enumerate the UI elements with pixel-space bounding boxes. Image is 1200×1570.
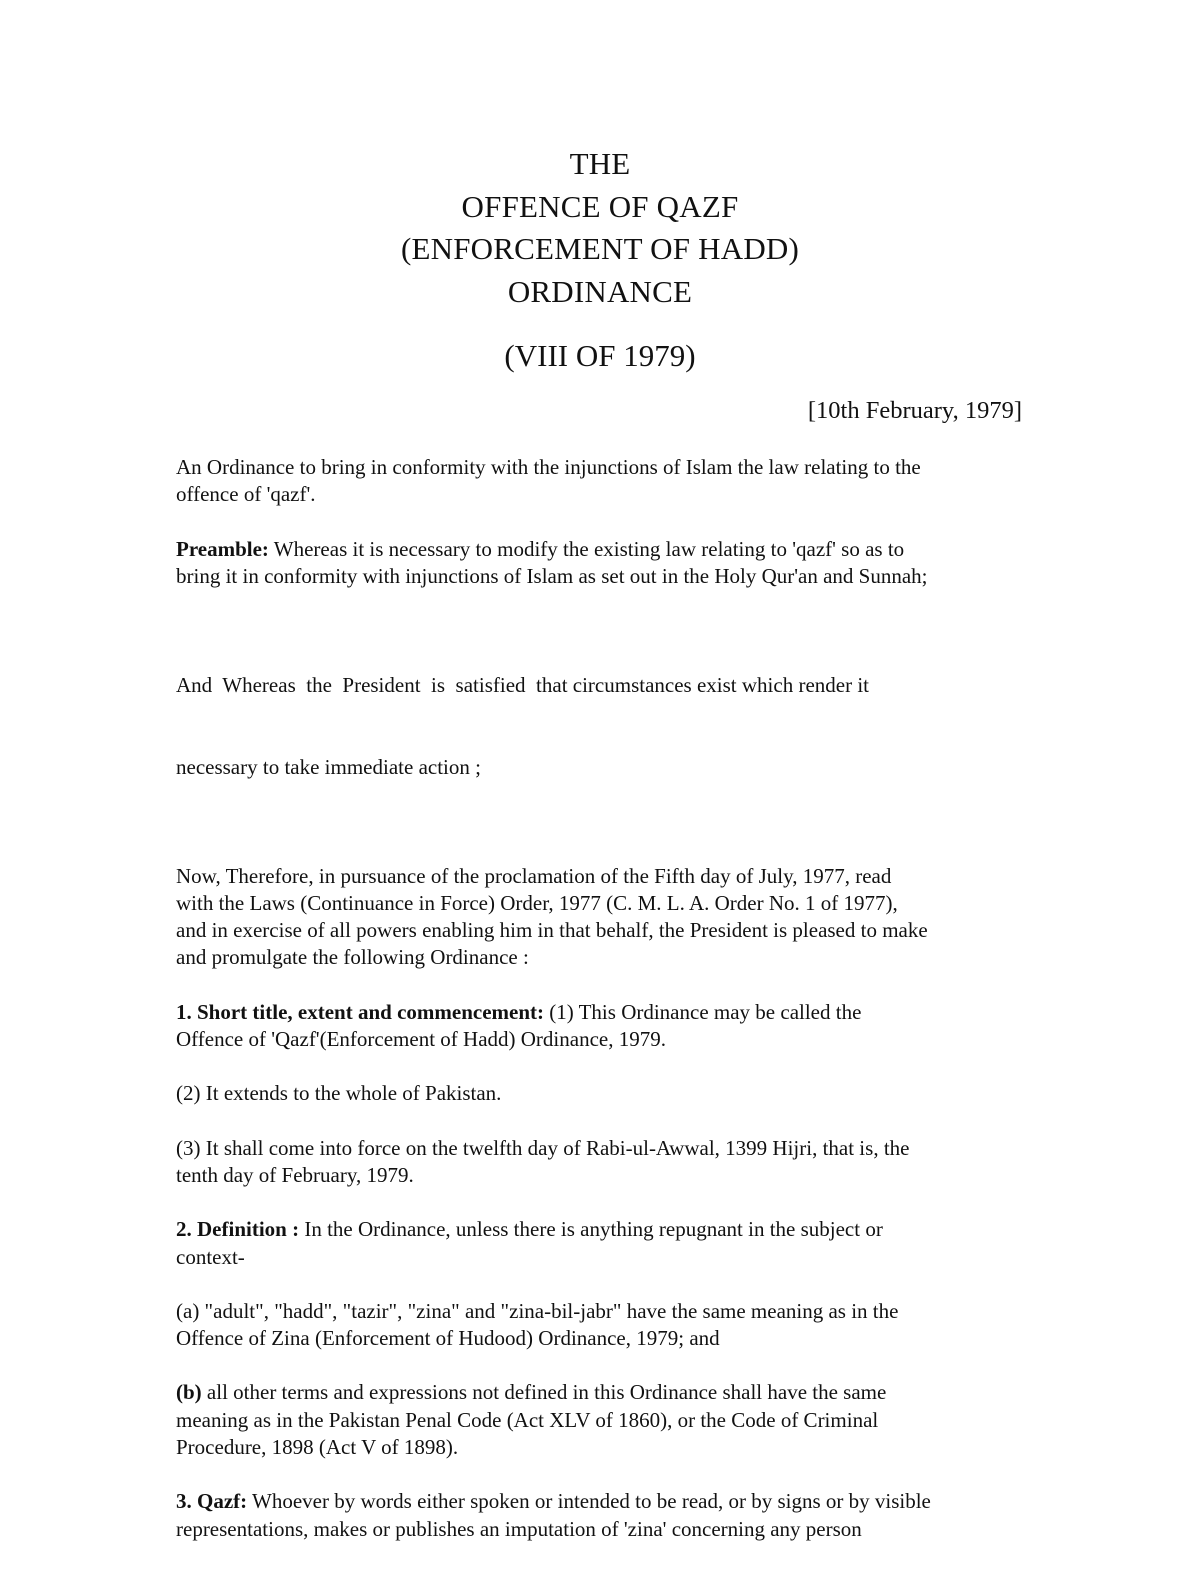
section-2-heading: 2. Definition : bbox=[176, 1217, 300, 1242]
section-2-line-2: context- bbox=[176, 1244, 245, 1269]
title-block bbox=[0, 143, 1200, 313]
section-2-paragraph bbox=[176, 1216, 1032, 1271]
section-1-paragraph bbox=[176, 999, 1032, 1054]
therefore-line-4: and promulgate the following Ordinance : bbox=[176, 945, 529, 970]
clause-b-line-1-text: all other terms and expressions not defined in this Ordinance shall have the same bbox=[201, 1380, 887, 1405]
section-1-sub-3-line-2: tenth day of February, 1979. bbox=[176, 1162, 414, 1187]
whereas-line-2: necessary to take immediate action ; bbox=[176, 754, 481, 779]
intro-paragraph bbox=[176, 454, 1032, 509]
section-1-sub-2 bbox=[176, 1080, 1032, 1107]
clause-b-line-1 bbox=[176, 1379, 1032, 1406]
preamble-heading: Preamble: bbox=[176, 536, 269, 561]
preamble-line-1-text: Whereas it is necessary to modify the existing law relating to 'qazf' so as to bbox=[268, 536, 905, 561]
clause-b-line-3: Procedure, 1898 (Act V of 1898). bbox=[176, 1435, 459, 1460]
title-line-1: THE bbox=[569, 146, 631, 181]
title-line-2: OFFENCE OF QAZF bbox=[461, 188, 739, 224]
therefore-paragraph bbox=[176, 863, 1032, 972]
section-3-heading: 3. Qazf: bbox=[176, 1489, 248, 1514]
section-2-line-1-text: In the Ordinance, unless there is anything repugnant in the subject or bbox=[299, 1217, 883, 1242]
section-2-clause-a bbox=[176, 1298, 1032, 1353]
whereas-line-1: And Whereas the President is satisfied that circumstances exist which render it bbox=[176, 672, 869, 697]
section-2-line-1 bbox=[176, 1216, 1032, 1243]
ordinance-number: (VIII OF 1979) bbox=[504, 338, 696, 373]
clause-b-prefix: (b) bbox=[176, 1380, 202, 1405]
intro-line-2: offence of 'qazf'. bbox=[176, 482, 316, 507]
section-1-sub-3 bbox=[176, 1135, 1032, 1190]
section-2-clause-b bbox=[176, 1379, 1032, 1461]
section-3-line-2: representations, makes or publishes an imputation of 'zina' concerning any person bbox=[176, 1516, 862, 1541]
section-1-heading: 1. Short title, extent and commencement: bbox=[176, 999, 544, 1024]
section-1-line-2: Offence of 'Qazf'(Enforcement of Hadd) Ordinance, 1979. bbox=[176, 1027, 666, 1052]
therefore-line-3: and in exercise of all powers enabling him in that behalf, the President is pleased to make bbox=[176, 918, 928, 943]
therefore-line-2: with the Laws (Continuance in Force) Order, 1977 (C. M. L. A. Order No. 1 of 1977), bbox=[176, 890, 898, 915]
section-1-sub-3-line-1: (3) It shall come into force on the twelfth day of Rabi-ul-Awwal, 1399 Hijri, that is, the bbox=[176, 1135, 910, 1160]
clause-a-line-2: Offence of Zina (Enforcement of Hudood) Ordinance, 1979; and bbox=[176, 1326, 720, 1351]
preamble-paragraph bbox=[176, 536, 1032, 591]
clause-b-line-2: meaning as in the Pakistan Penal Code (Act XLV of 1860), or the Code of Criminal bbox=[176, 1407, 879, 1432]
intro-line-1: An Ordinance to bring in conformity with the injunctions of Islam the law relating to the bbox=[176, 455, 921, 479]
document-body bbox=[176, 454, 1032, 1570]
section-1-line-1-text: (1) This Ordinance may be called the bbox=[544, 999, 862, 1024]
clause-a-line-1: (a) "adult", "hadd", "tazir", "zina" and "zina-bil-jabr" have the same meaning as in the bbox=[176, 1298, 899, 1323]
section-1-sub-2-line: (2) It extends to the whole of Pakistan. bbox=[176, 1081, 502, 1106]
title-line-4: ORDINANCE bbox=[507, 273, 693, 309]
section-3-paragraph bbox=[176, 1488, 1032, 1543]
therefore-line-1: Now, Therefore, in pursuance of the proclamation of the Fifth day of July, 1977, read bbox=[176, 863, 892, 888]
whereas-paragraph bbox=[176, 617, 1032, 835]
section-3-line-1 bbox=[176, 1488, 1032, 1515]
section-3-line-1-text: Whoever by words either spoken or intended to be read, or by signs or by visible bbox=[247, 1489, 931, 1514]
title-line-3: (ENFORCEMENT OF HADD) bbox=[400, 231, 800, 266]
section-1-line-1 bbox=[176, 999, 1032, 1026]
preamble-line-1 bbox=[176, 536, 1032, 563]
preamble-line-2: bring it in conformity with injunctions of Islam as set out in the Holy Qur'an and Sunnah; bbox=[176, 563, 928, 588]
ordinance-date: [10th February, 1979] bbox=[807, 397, 1022, 424]
